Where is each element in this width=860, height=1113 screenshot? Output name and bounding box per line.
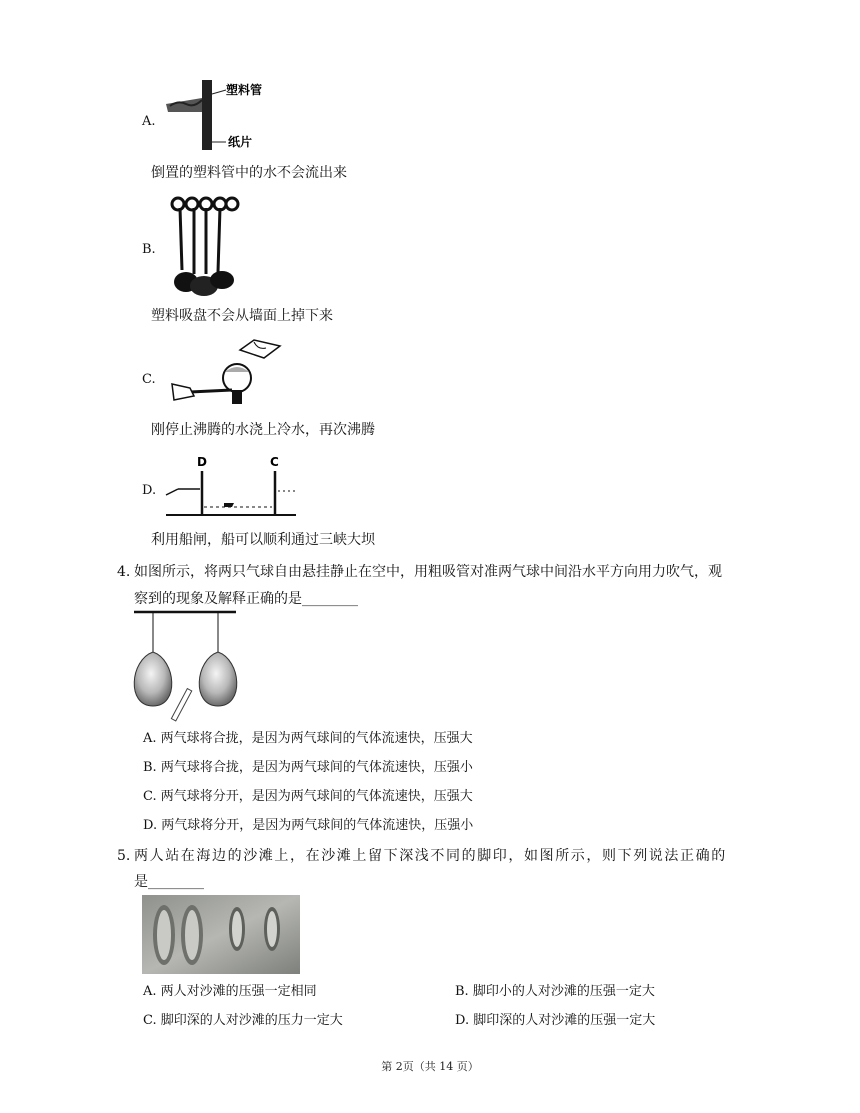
option-d-caption: 利用船闸，船可以顺利通过三峡大坝 [151,532,375,548]
q4-stem-line2: 察到的现象及解释正确的是________ [134,591,358,607]
footprints-photo [142,895,300,974]
option-c-caption: 刚停止沸腾的水浇上冷水，再次沸腾 [151,422,375,438]
option-a-letter: A. [142,114,156,129]
lock-label-c: C [270,455,279,469]
q5-option-c: C. 脚印深的人对沙滩的压力一定大 [143,1013,343,1028]
option-b-caption: 塑料吸盘不会从墙面上掉下来 [151,308,333,324]
q5-option-d: D. 脚印深的人对沙滩的压强一定大 [455,1013,656,1028]
lock-label-d: D [197,455,207,469]
option-c-letter: C. [142,372,156,387]
q4-option-a: A. 两气球将合拢，是因为两气球间的气体流速快，压强大 [143,731,473,746]
q4-option-d: D. 两气球将分开，是因为两气球间的气体流速快，压强小 [143,818,474,833]
card-label: 纸片 [228,135,253,149]
q4-number: 4. [117,564,131,580]
ship-lock-figure [164,451,300,521]
q5-number: 5. [117,848,131,864]
q5-stem-line1: 两人站在海边的沙滩上，在沙滩上留下深浅不同的脚印，如图所示，则下列说法正确的 [134,848,727,864]
option-d-letter: D. [142,483,157,498]
q5-stem-line2: 是________ [134,874,204,890]
q4-option-b: B. 两气球将合拢，是因为两气球间的气体流速快，压强小 [143,760,473,775]
q4-stem-line1: 如图所示，将两只气球自由悬挂静止在空中，用粗吸管对准两气球中间沿水平方向用力吹气，观 [134,564,722,580]
q5-option-b: B. 脚印小的人对沙滩的压强一定大 [455,984,655,999]
q4-option-c: C. 两气球将分开，是因为两气球间的气体流速快，压强大 [143,789,473,804]
flask-figure [170,336,290,414]
balloons-figure [132,606,244,726]
tube-label: 塑料管 [226,83,263,97]
option-b-letter: B. [142,242,156,257]
inverted-tube-figure [162,76,282,156]
suction-cups-figure [166,194,246,298]
page-footer: 第 2页（共 14 页） [381,1060,479,1073]
option-a-caption: 倒置的塑料管中的水不会流出来 [151,165,347,181]
q5-option-a: A. 两人对沙滩的压强一定相同 [143,984,317,999]
